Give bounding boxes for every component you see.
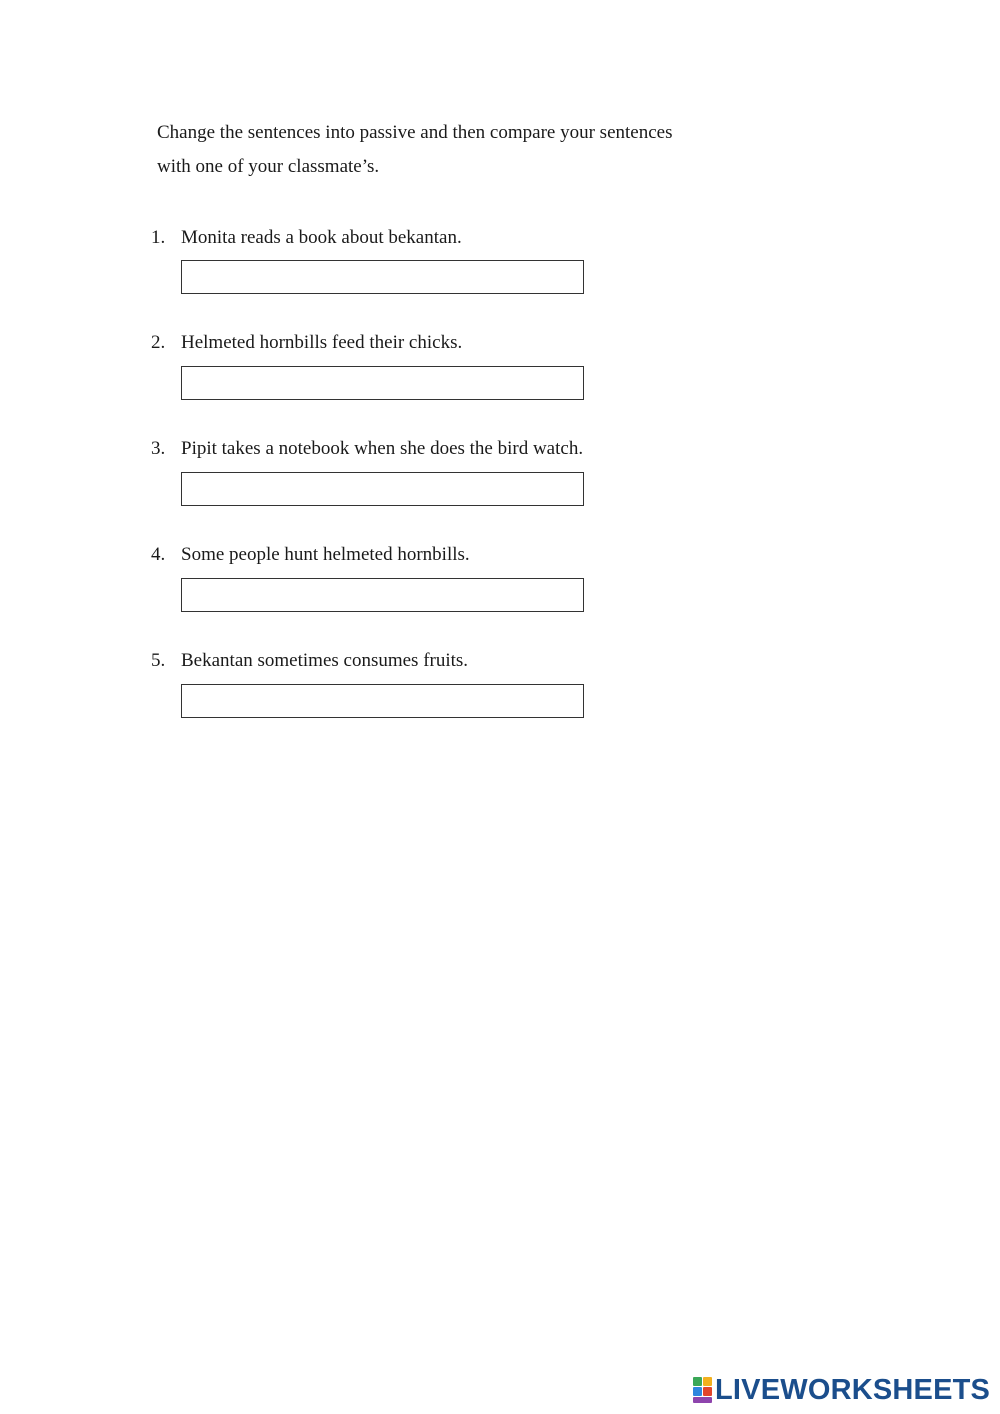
answer-input-4[interactable] xyxy=(181,578,584,612)
question-text: Monita reads a book about bekantan. xyxy=(181,227,462,248)
answer-input-2[interactable] xyxy=(181,366,584,400)
question-4 xyxy=(151,543,751,567)
logo-square-e xyxy=(703,1387,712,1396)
instructions xyxy=(157,116,777,184)
question-number: 1. xyxy=(151,227,166,248)
question-3 xyxy=(151,437,751,461)
question-1 xyxy=(151,226,751,250)
logo-square-l xyxy=(693,1377,702,1386)
question-number: 5. xyxy=(151,650,166,671)
answer-input-3[interactable] xyxy=(181,472,584,506)
question-text: Helmeted hornbills feed their chicks. xyxy=(181,332,463,353)
instructions-line-2: with one of your classmate’s. xyxy=(157,156,380,177)
logo-square-bar xyxy=(693,1397,712,1403)
logo-square-i xyxy=(703,1377,712,1386)
liveworksheets-logo-icon xyxy=(693,1377,712,1403)
question-text: Bekantan sometimes consumes fruits. xyxy=(181,650,469,671)
logo-text: LIVEWORKSHEETS xyxy=(715,1374,991,1406)
instructions-line-1: Change the sentences into passive and then compare your sentences xyxy=(157,122,673,143)
question-text: Some people hunt helmeted hornbills. xyxy=(181,544,470,565)
question-5 xyxy=(151,649,751,673)
answer-input-5[interactable] xyxy=(181,684,584,718)
question-2 xyxy=(151,331,751,355)
question-number: 2. xyxy=(151,332,166,353)
logo-square-v xyxy=(693,1387,702,1396)
liveworksheets-logo xyxy=(693,1375,990,1405)
question-number: 3. xyxy=(151,438,166,459)
answer-input-1[interactable] xyxy=(181,260,584,294)
question-number: 4. xyxy=(151,544,166,565)
question-text: Pipit takes a notebook when she does the bird watch. xyxy=(181,438,584,459)
